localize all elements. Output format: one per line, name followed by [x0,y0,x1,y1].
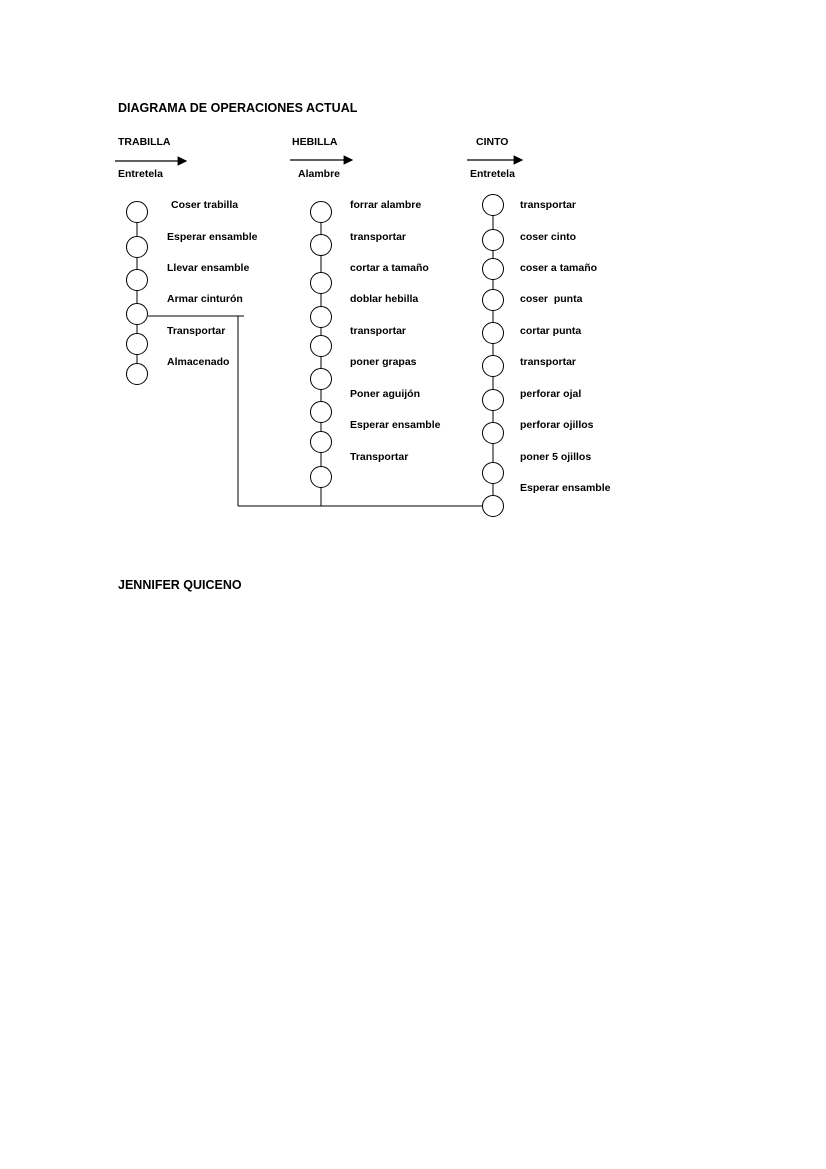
step-label: Poner aguijón [350,388,421,400]
hebilla-steps [350,199,441,463]
operation-circle-icon [311,273,332,294]
operation-circle-icon [127,334,148,355]
operation-circle-icon [483,356,504,377]
operation-circle-icon [127,270,148,291]
step-label: Coser trabilla [171,199,239,211]
step-label: Transportar [350,451,409,463]
step-label: cortar punta [520,325,582,337]
operation-circle-icon [483,230,504,251]
step-label: Transportar [167,325,226,337]
step-label: perforar ojillos [520,419,594,431]
step-label: coser cinto [520,231,577,243]
author-name: JENNIFER QUICENO [118,578,242,592]
operation-circle-icon [311,467,332,488]
operation-circle-icon [483,496,504,517]
column-header-cinto: CINTO [476,136,509,148]
operation-circle-icon [483,323,504,344]
step-label: Esperar ensamble [167,231,258,243]
column-header-hebilla: HEBILLA [292,136,338,148]
step-label: perforar ojal [520,388,582,400]
operation-circle-icon [311,432,332,453]
operation-circle-icon [127,364,148,385]
input-material-trabilla: Entretela [118,168,163,180]
operation-circle-icon [127,202,148,223]
operation-circle-icon [311,307,332,328]
step-label: poner 5 ojillos [520,451,592,463]
operation-circle-icon [127,237,148,258]
operation-circle-icon [311,336,332,357]
step-label: transportar [350,231,407,243]
operation-circle-icon [311,402,332,423]
step-label: transportar [520,199,577,211]
operation-circle-icon [483,259,504,280]
cinto-steps [520,199,611,494]
input-material-cinto: Entretela [470,168,515,180]
step-label: poner grapas [350,356,417,368]
step-label: Armar cinturón [167,293,243,305]
step-label: transportar [520,356,577,368]
operation-circle-icon [483,195,504,216]
operation-circle-icon [311,202,332,223]
operation-circle-icon [483,290,504,311]
step-label: Esperar ensamble [520,482,611,494]
step-label: cortar a tamaño [350,262,429,274]
step-label: Llevar ensamble [167,262,250,274]
step-label: doblar hebilla [350,293,419,305]
operation-circle-icon [311,235,332,256]
operation-circle-icon [127,304,148,325]
step-label: forrar alambre [350,199,422,211]
step-label: coser punta [520,293,583,305]
step-label: Esperar ensamble [350,419,441,431]
diagram-title: DIAGRAMA DE OPERACIONES ACTUAL [118,101,358,115]
operation-circle-icon [483,463,504,484]
operation-circle-icon [483,390,504,411]
operation-circle-icon [483,423,504,444]
trabilla-steps [167,199,258,368]
step-label: Almacenado [167,356,230,368]
input-material-hebilla: Alambre [298,168,341,180]
step-label: transportar [350,325,407,337]
column-header-trabilla: TRABILLA [118,136,171,148]
step-label: coser a tamaño [520,262,598,274]
operation-circle-icon [311,369,332,390]
